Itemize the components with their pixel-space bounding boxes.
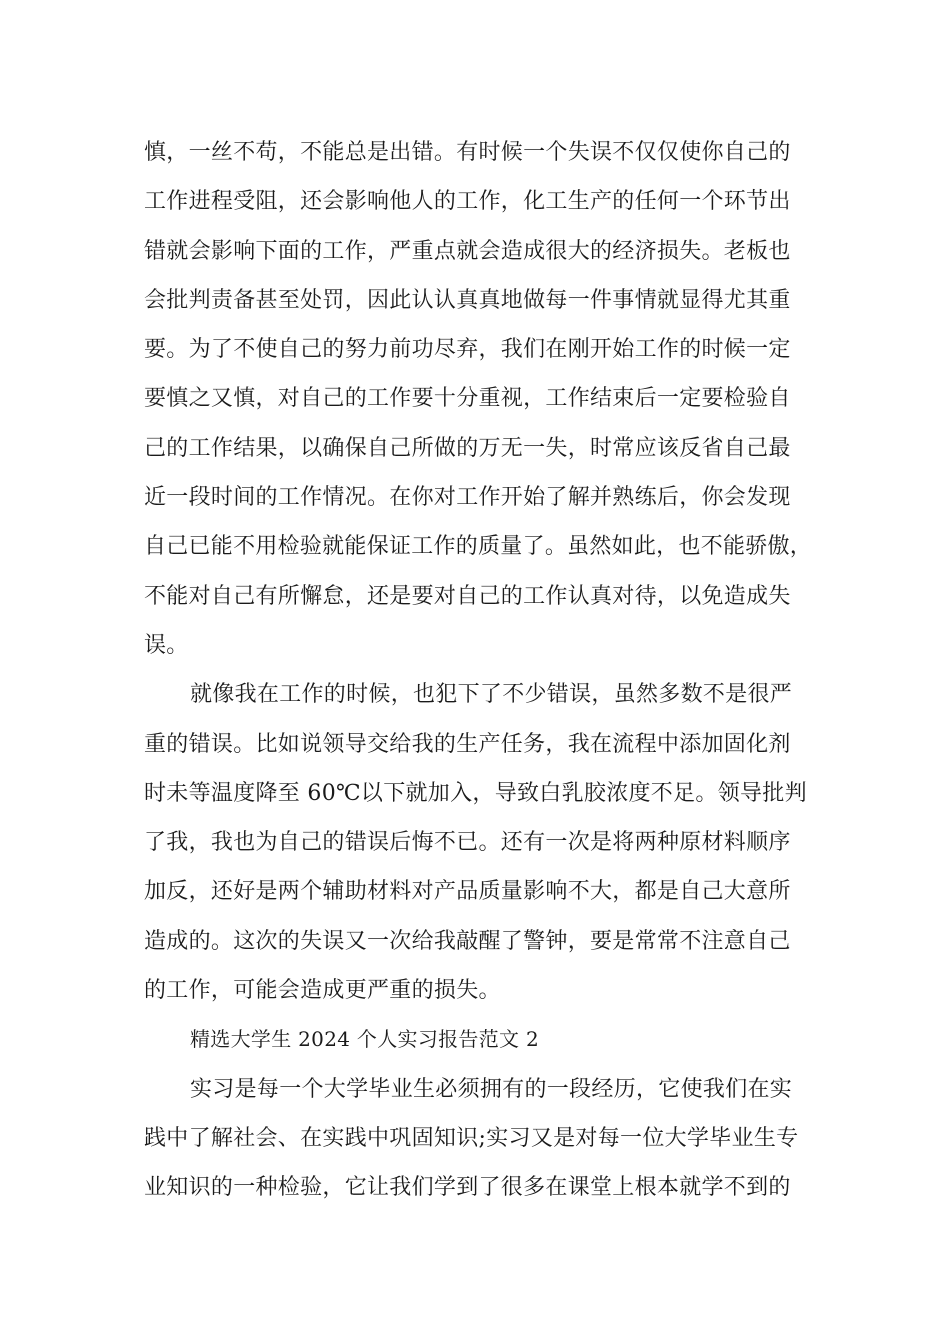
- text-line: 工作进程受阻，还会影响他人的工作，化工生产的任何一个环节出: [144, 189, 791, 215]
- text-line: 错就会影响下面的工作，严重点就会造成很大的经济损失。老板也: [144, 238, 791, 264]
- text-line: 要。为了不使自己的努力前功尽弃，我们在刚开始工作的时候一定: [144, 337, 791, 363]
- text-line: 践中了解社会、在实践中巩固知识;实习又是对每一位大学毕业生专: [144, 1125, 799, 1151]
- paragraph-internship-intro: [144, 1065, 808, 1213]
- text-line: 实习是每一个大学毕业生必须拥有的一段经历，它使我们在实: [190, 1076, 793, 1102]
- text-line: 己的工作结果，以确保自己所做的万无一失，时常应该反省自己最: [144, 435, 791, 461]
- text-line: 的工作，可能会造成更严重的损失。: [144, 978, 501, 1004]
- text-line: 自己已能不用检验就能保证工作的质量了。虽然如此，也不能骄傲，: [144, 534, 813, 560]
- text-line: 就像我在工作的时候，也犯下了不少错误，虽然多数不是很严: [190, 682, 793, 708]
- text-line: 要慎之又慎，对自己的工作要十分重视，工作结束后一定要检验自: [144, 386, 791, 412]
- heading-text: 精选大学生 2024 个人实习报告范文 2: [190, 1027, 539, 1052]
- text-line: 重的错误。比如说领导交给我的生产任务，我在流程中添加固化剂: [144, 731, 791, 757]
- text-line: 时未等温度降至 60℃以下就加入，导致白乳胶浓度不足。领导批判: [144, 780, 807, 806]
- section-heading: [144, 1015, 808, 1064]
- text-line: 误。: [144, 632, 189, 658]
- text-line: 加反，还好是两个辅助材料对产品质量影响不大，都是自己大意所: [144, 879, 791, 905]
- text-line: 近一段时间的工作情况。在你对工作开始了解并熟练后，你会发现: [144, 485, 791, 511]
- document-body: [144, 128, 813, 1213]
- text-line: 会批判责备甚至处罚，因此认认真真地做每一件事情就显得尤其重: [144, 287, 791, 313]
- text-line: 不能对自己有所懈怠，还是要对自己的工作认真对待，以免造成失: [144, 583, 791, 609]
- text-line: 慎，一丝不苟，不能总是出错。有时候一个失误不仅仅使你自己的: [144, 140, 791, 165]
- text-line: 了我，我也为自己的错误后悔不已。还有一次是将两种原材料顺序: [144, 830, 791, 856]
- paragraph-mistakes: [144, 670, 808, 1015]
- text-line: 业知识的一种检验，它让我们学到了很多在课堂上根本就学不到的: [144, 1175, 791, 1201]
- paragraph-work-carefulness: [144, 128, 813, 670]
- text-line: 造成的。这次的失误又一次给我敲醒了警钟，要是常常不注意自己: [144, 928, 791, 954]
